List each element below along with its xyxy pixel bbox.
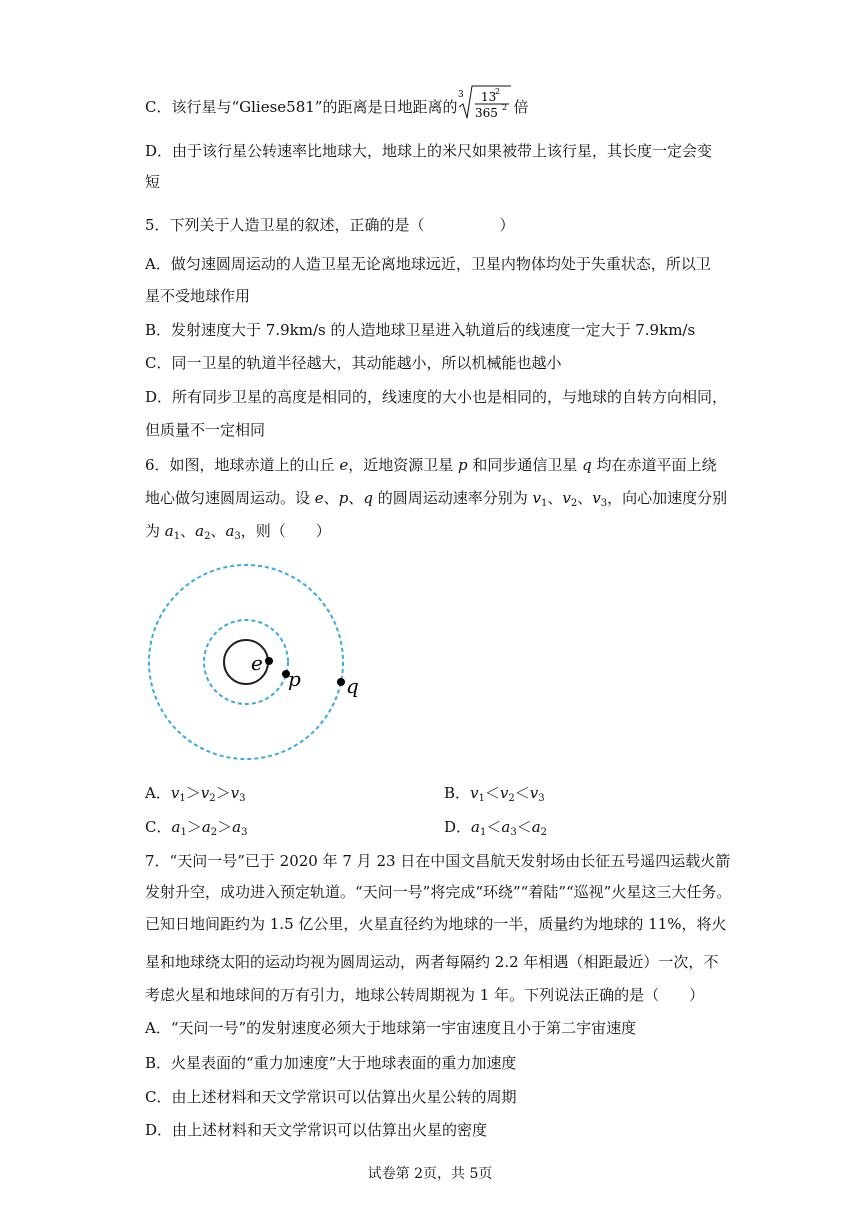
- q6-option-b: B．$v_1<v_2<v_3$: [444, 784, 545, 804]
- q5-option-a-line2: 星不受地球作用: [145, 287, 251, 305]
- label-q: q: [346, 674, 359, 698]
- denominator-exponent: 2: [502, 103, 508, 112]
- q7-option-d: D．由上述材料和天文学常识可以估算出火星的密度: [145, 1121, 488, 1139]
- q6-option-a: A．$v_1>v_2>v_3$: [145, 784, 246, 804]
- radical-sign-icon: [457, 82, 513, 122]
- synchronous-orbit: [149, 565, 343, 759]
- point-e: [265, 657, 273, 665]
- q4-option-c-text: C．该行星与“Gliese581”的距离是日地距离的: [145, 98, 458, 116]
- numerator-exponent: 2: [495, 87, 501, 96]
- q6-option-d: D．$a_1<a_3<a_2$: [444, 818, 548, 838]
- q6-stem-line2: 地心做匀速圆周运动。设 e、p、q 的圆周运动速率分别为 $v_1$、$v_2$、$v_3$，向心加速度分别: [145, 489, 728, 509]
- orbit-diagram: [140, 560, 360, 770]
- near-earth-orbit: [204, 620, 288, 704]
- q6-option-c: C．$a_1>a_2>a_3$: [145, 818, 248, 838]
- label-e: e: [251, 651, 263, 675]
- q6-stem-line1: 6．如图，地球赤道上的山丘 e，近地资源卫星 p 和同步通信卫星 q 均在赤道平面上绕: [145, 456, 717, 474]
- fraction-numerator: 13: [481, 90, 497, 104]
- q7-option-c: C．由上述材料和天文学常识可以估算出火星公转的周期: [145, 1088, 517, 1106]
- q7-stem-line3: 已知日地间距约为 1.5 亿公里，火星直径约为地球的一半，质量约为地球的 11%，将火: [145, 915, 727, 933]
- q7-stem-line1: 7．“天问一号”已于 2020 年 7 月 23 日在中国文昌航天发射场由长征五号遥四运载火箭: [145, 852, 731, 870]
- fraction-denominator: 365: [475, 106, 499, 120]
- q4-option-c: [145, 87, 529, 120]
- q5-stem: 5．下列关于人造卫星的叙述，正确的是（ ）: [145, 216, 515, 234]
- q7-option-b: B．火星表面的“重力加速度”大于地球表面的重力加速度: [145, 1054, 517, 1072]
- q4-option-d-line2: 短: [145, 173, 161, 191]
- point-q: [337, 678, 345, 686]
- q5-option-a-line1: A．做匀速圆周运动的人造卫星无论离地球远近，卫星内物体均处于失重状态，所以卫: [145, 255, 711, 273]
- q5-option-b: B．发射速度大于 7.9km/s 的人造地球卫星进入轨道后的线速度一定大于 7.9km/s: [145, 321, 696, 339]
- q7-stem-line5: 考虑火星和地球间的万有引力，地球公转周期视为 1 年。下列说法正确的是（ ）: [145, 986, 705, 1004]
- q6-stem-line3: 为 $a_1$、$a_2$、$a_3$，则（ ）: [145, 522, 331, 542]
- q7-option-a: A．“天问一号”的发射速度必须大于地球第一宇宙速度且小于第二宇宙速度: [145, 1019, 637, 1037]
- q4-option-c-suffix: 倍: [513, 98, 529, 116]
- q5-option-d-line1: D．所有同步卫星的高度是相同的，线速度的大小也是相同的，与地球的自转方向相同，: [145, 388, 728, 406]
- cube-root-fraction: [457, 88, 513, 128]
- q4-option-d-line1: D．由于该行星公转速率比地球大，地球上的米尺如果被带上该行星，其长度一定会变: [145, 142, 713, 160]
- page-footer: 试卷第 2页，共 5页: [367, 1166, 493, 1182]
- q5-option-c: C．同一卫星的轨道半径越大，其动能越小，所以机械能也越小: [145, 354, 562, 372]
- label-p: p: [288, 667, 301, 691]
- q5-option-d-line2: 但质量不一定相同: [145, 421, 266, 439]
- root-index: 3: [458, 90, 465, 100]
- q7-stem-line4: 星和地球绕太阳的运动均视为圆周运动，两者每隔约 2.2 年相遇（相距最近）一次，不: [145, 953, 719, 971]
- q7-stem-line2: 发射升空，成功进入预定轨道。“天问一号”将完成“环绕”“着陆”“巡视”火星这三大任务。: [145, 883, 732, 901]
